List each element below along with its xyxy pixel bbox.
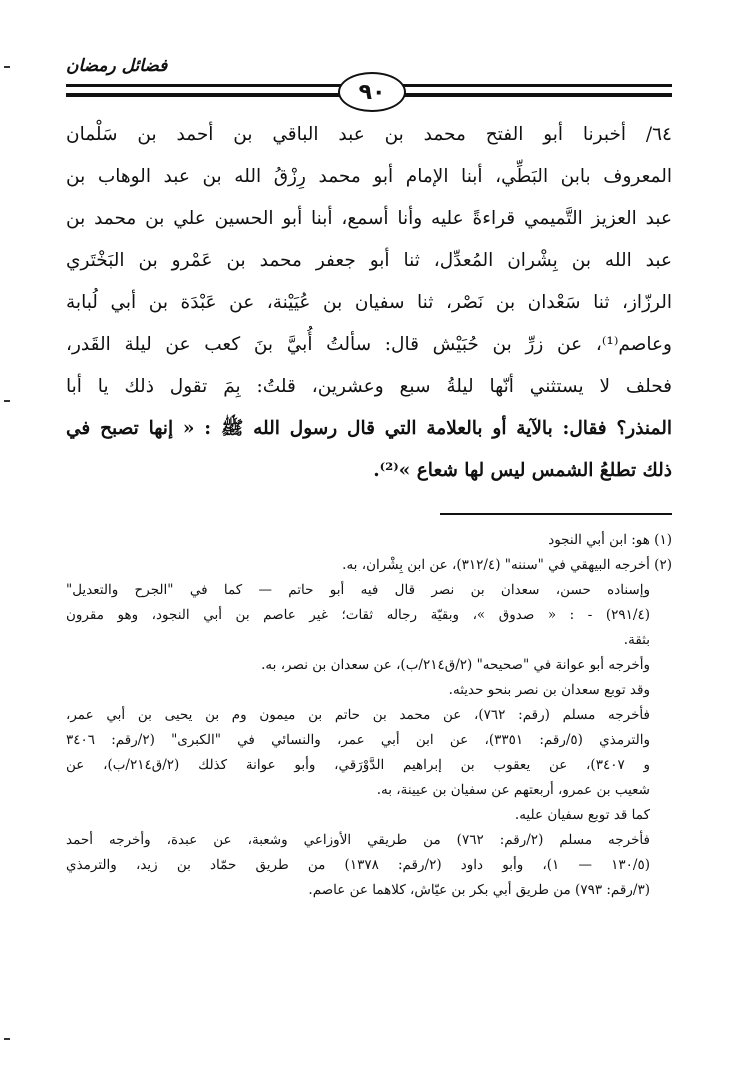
footnote-line: وقد توبع سعدان بن نصر بنحو حديثه. bbox=[448, 682, 650, 698]
page-number: ٩٠ bbox=[358, 79, 386, 105]
side-mark-middle bbox=[4, 400, 10, 402]
running-title: فضائل رمضان bbox=[66, 56, 168, 76]
footnotes bbox=[66, 528, 672, 903]
footnote-line: (٢٩١/٤) - : « صدوق »، وبقيّة رجاله ثقات؛ غير عاصم بن أبي النجود، وهو مقرون bbox=[66, 607, 650, 623]
text-line: ٦٤/ أخبرنا أبو الفتح محمد بن عبد الباقي بن أحمد بن سَلْمان bbox=[66, 124, 672, 145]
footnote-line: كما قد توبع سفيان عليه. bbox=[514, 807, 650, 823]
text-line: المنذر؟ فقال: بالآية أو بالعلامة التي قال رسول الله ﷺ : « إنها تصبح في bbox=[66, 418, 672, 439]
footnote-line: والترمذي (٥/رقم: ٣٣٥١)، عن ابن أبي عمر، والنسائي في "الكبرى" (٢/رقم: ٣٤٠٦ bbox=[66, 732, 650, 748]
footnote-line: (٣/رقم: ٧٩٣) من طريق أبي بكر بن عيّاش، كلاهما عن عاصم. bbox=[308, 882, 650, 898]
footnote-line: وأخرجه أبو عوانة في "صحيحه" (٢/ق٢١٤/ب)، عن سعدان بن نصر، به. bbox=[261, 657, 650, 673]
footnote-line: شعيب بن عمرو، أربعتهم عن سفيان بن عيينة، به. bbox=[376, 782, 650, 798]
footnote-line: و ٣٤٠٧)، عن يعقوب بن إبراهيم الدَّوْرَقي، وأبو عوانة كذلك (٢/ق٢١٤/ب)، عن bbox=[66, 757, 650, 773]
footnote-line: (٢) أخرجه البيهقي في "سننه" (٣١٢/٤)، عن ابن بِشْران، به. bbox=[342, 557, 672, 573]
page-number-badge bbox=[338, 72, 406, 112]
footnote-line: (١٣٠/٥ — ١)، وأبو داود (٢/رقم: ١٣٧٨) من طريق حمّاد بن زيد، والترمذي bbox=[66, 857, 650, 873]
text-line: وعاصم⁽¹⁾، عن زرِّ بن حُبَيْش قال: سألتُ أُبيَّ بنَ كعب عن ليلة القَدر، bbox=[66, 334, 672, 355]
footnote-line: وإسناده حسن، سعدان بن نصر قال فيه أبو حاتم — كما في "الجرح والتعديل" bbox=[66, 582, 650, 598]
footnote-separator bbox=[440, 513, 672, 515]
side-mark-bottom bbox=[4, 1038, 10, 1040]
footnote-line: بثقة. bbox=[623, 632, 650, 648]
text-line: عبد الله بن بِشْران المُعدِّل، ثنا أبو جعفر محمد بن عَمْرو بن البَخْتَري bbox=[66, 250, 672, 271]
text-line: المعروف بابن البَطِّي، أبنا الإمام أبو محمد رِزْقُ الله بن عبد الوهاب بن bbox=[66, 166, 672, 187]
footnote-line: فأخرجه مسلم (رقم: ٧٦٢)، عن محمد بن حاتم بن ميمون وم بن يحيى بن أبي عمر، bbox=[66, 707, 650, 723]
side-mark-top bbox=[4, 66, 10, 68]
text-line: فحلف لا يستثني أنّها ليلةُ سبع وعشرين، قلتُ: بِمَ تقول ذلك يا أبا bbox=[66, 376, 672, 397]
text-line: عبد العزيز التَّميمي قراءةً عليه وأنا أسمع، أبنا أبو الحسين علي بن محمد بن bbox=[66, 208, 672, 229]
footnote-line: فأخرجه مسلم (٢/رقم: ٧٦٢) من طريقي الأوزاعي وشعبة، عن عبدة، وأخرجه أحمد bbox=[66, 832, 650, 848]
text-line: الرزّاز، ثنا سَعْدان بن نَصْر، ثنا سفيان بن عُيَيْنة، عن عَبْدَة بن أبي لُبابة bbox=[66, 292, 672, 313]
hadith-text bbox=[66, 114, 672, 492]
footnote-line: (١) هو: ابن أبي النجود bbox=[548, 532, 672, 548]
text-line: ذلك تطلعُ الشمس ليس لها شعاع »⁽²⁾. bbox=[373, 460, 672, 481]
